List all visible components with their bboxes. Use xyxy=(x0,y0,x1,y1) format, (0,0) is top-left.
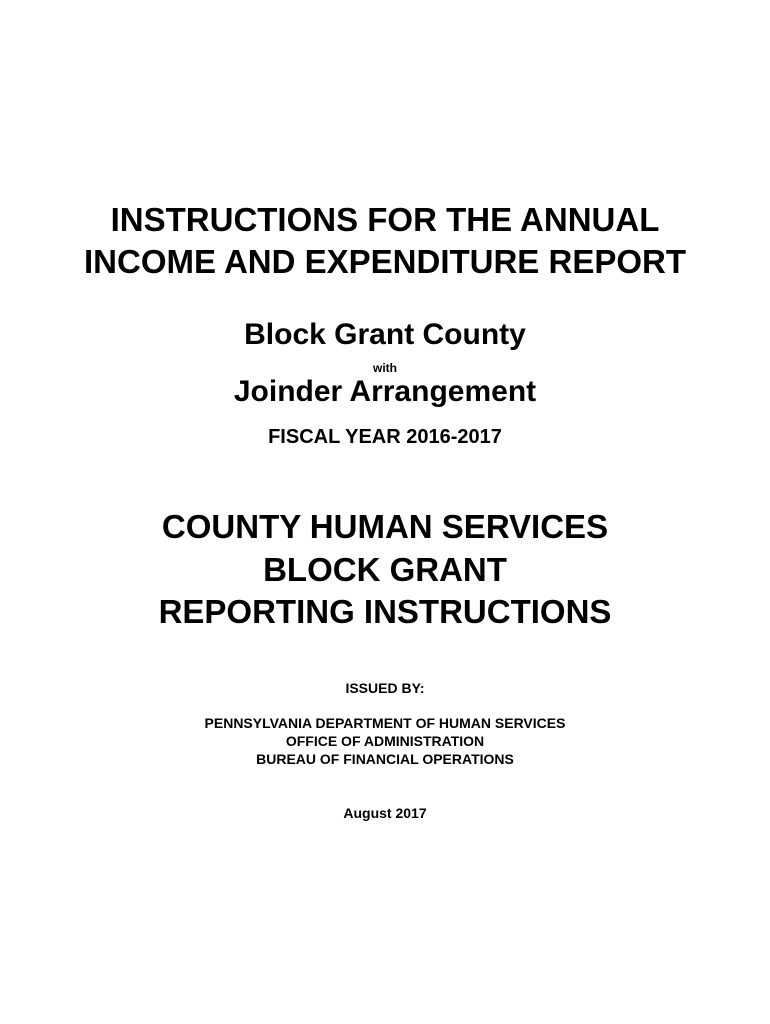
block-title-line-1: COUNTY HUMAN SERVICES xyxy=(161,508,609,545)
block-title-line-3: REPORTING INSTRUCTIONS xyxy=(158,593,612,630)
issue-date: August 2017 xyxy=(343,805,427,821)
issuer-department: PENNSYLVANIA DEPARTMENT OF HUMAN SERVICES xyxy=(204,715,566,731)
fiscal-year: FISCAL YEAR 2016-2017 xyxy=(268,426,502,448)
subtitle-joinder-arrangement: Joinder Arrangement xyxy=(233,375,537,408)
subtitle-block-grant-county: Block Grant County xyxy=(244,318,526,351)
issued-by-label: ISSUED BY: xyxy=(345,680,425,696)
issuer-bureau: BUREAU OF FINANCIAL OPERATIONS xyxy=(256,751,514,767)
block-title-line-2: BLOCK GRANT xyxy=(263,551,507,588)
issuer-office: OFFICE OF ADMINISTRATION xyxy=(285,733,485,749)
document-title-line-1: INSTRUCTIONS FOR THE ANNUAL xyxy=(110,201,660,238)
subtitle-connector: with xyxy=(373,361,397,375)
document-title-line-2: INCOME AND EXPENDITURE REPORT xyxy=(84,243,686,280)
